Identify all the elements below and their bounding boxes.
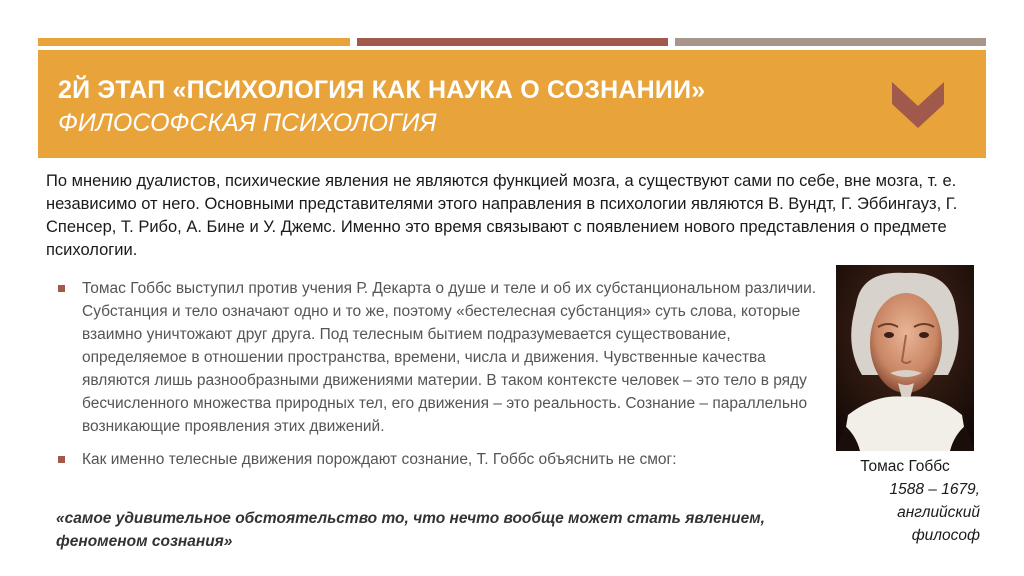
list-item [56,277,836,438]
bullet-marker-icon [58,285,65,292]
intro-paragraph: По мнению дуалистов, психические явления не являются функцией мозга, а существуют сами по себе, вне мозга, т. е. независимо от него. Основными представителями этого направления в психологии являются В. Вундт, Г. Эббингауз, Г. Спенсер, Т. Рибо, А. Бине и У. Джемс. Именно это время связывают с появлением нового представления о предмете психологии. [46,172,958,259]
portrait-image [836,265,974,451]
slide-header [38,50,986,158]
slide-title: 2Й ЭТАП «ПСИХОЛОГИЯ КАК НАУКА О СОЗНАНИИ» [58,76,706,104]
caption-years: 1588 – 1679, [889,481,980,498]
bullet-text: Как именно телесные движения порождают сознание, Т. Гоббс объяснить не смог: [82,451,677,468]
caption-role: философ [911,527,980,544]
portrait-caption [830,455,980,547]
bullet-marker-icon [58,456,65,463]
slide-subtitle: ФИЛОСОФСКАЯ ПСИХОЛОГИЯ [58,109,437,137]
bullet-text: Томас Гоббс выступил против учения Р. Декарта о душе и теле и об их субстанциональном различии. Субстанция и тело означают одно и то же, поэтому «бестелесная субстанция» суть слова, которые взаимно уничтожают друг друга. Под телесным бытием подразумевается существование, определяемое в отношении пространства, времени, числа и движения. Чувственные качества являются лишь разнообразными движениями материи. В таком контексте человек – это тело в ряду бесчисленного множества природных тел, его движения – это реальность. Сознание – параллельно возникающие проявления этих движений. [82,280,817,435]
list-item [56,448,836,471]
chevron-down-icon [888,76,948,136]
bullet-list [56,277,836,471]
hobbes-quote: «самое удивительное обстоятельство то, что нечто вообще может стать явлением, феноменом сознания» [56,510,765,550]
top-accent-bar-2 [357,38,668,46]
top-accent-bar-3 [675,38,986,46]
top-accent-bar-1 [38,38,350,46]
caption-name: Томас Гоббс [860,458,950,475]
caption-nationality: английский [897,504,980,521]
